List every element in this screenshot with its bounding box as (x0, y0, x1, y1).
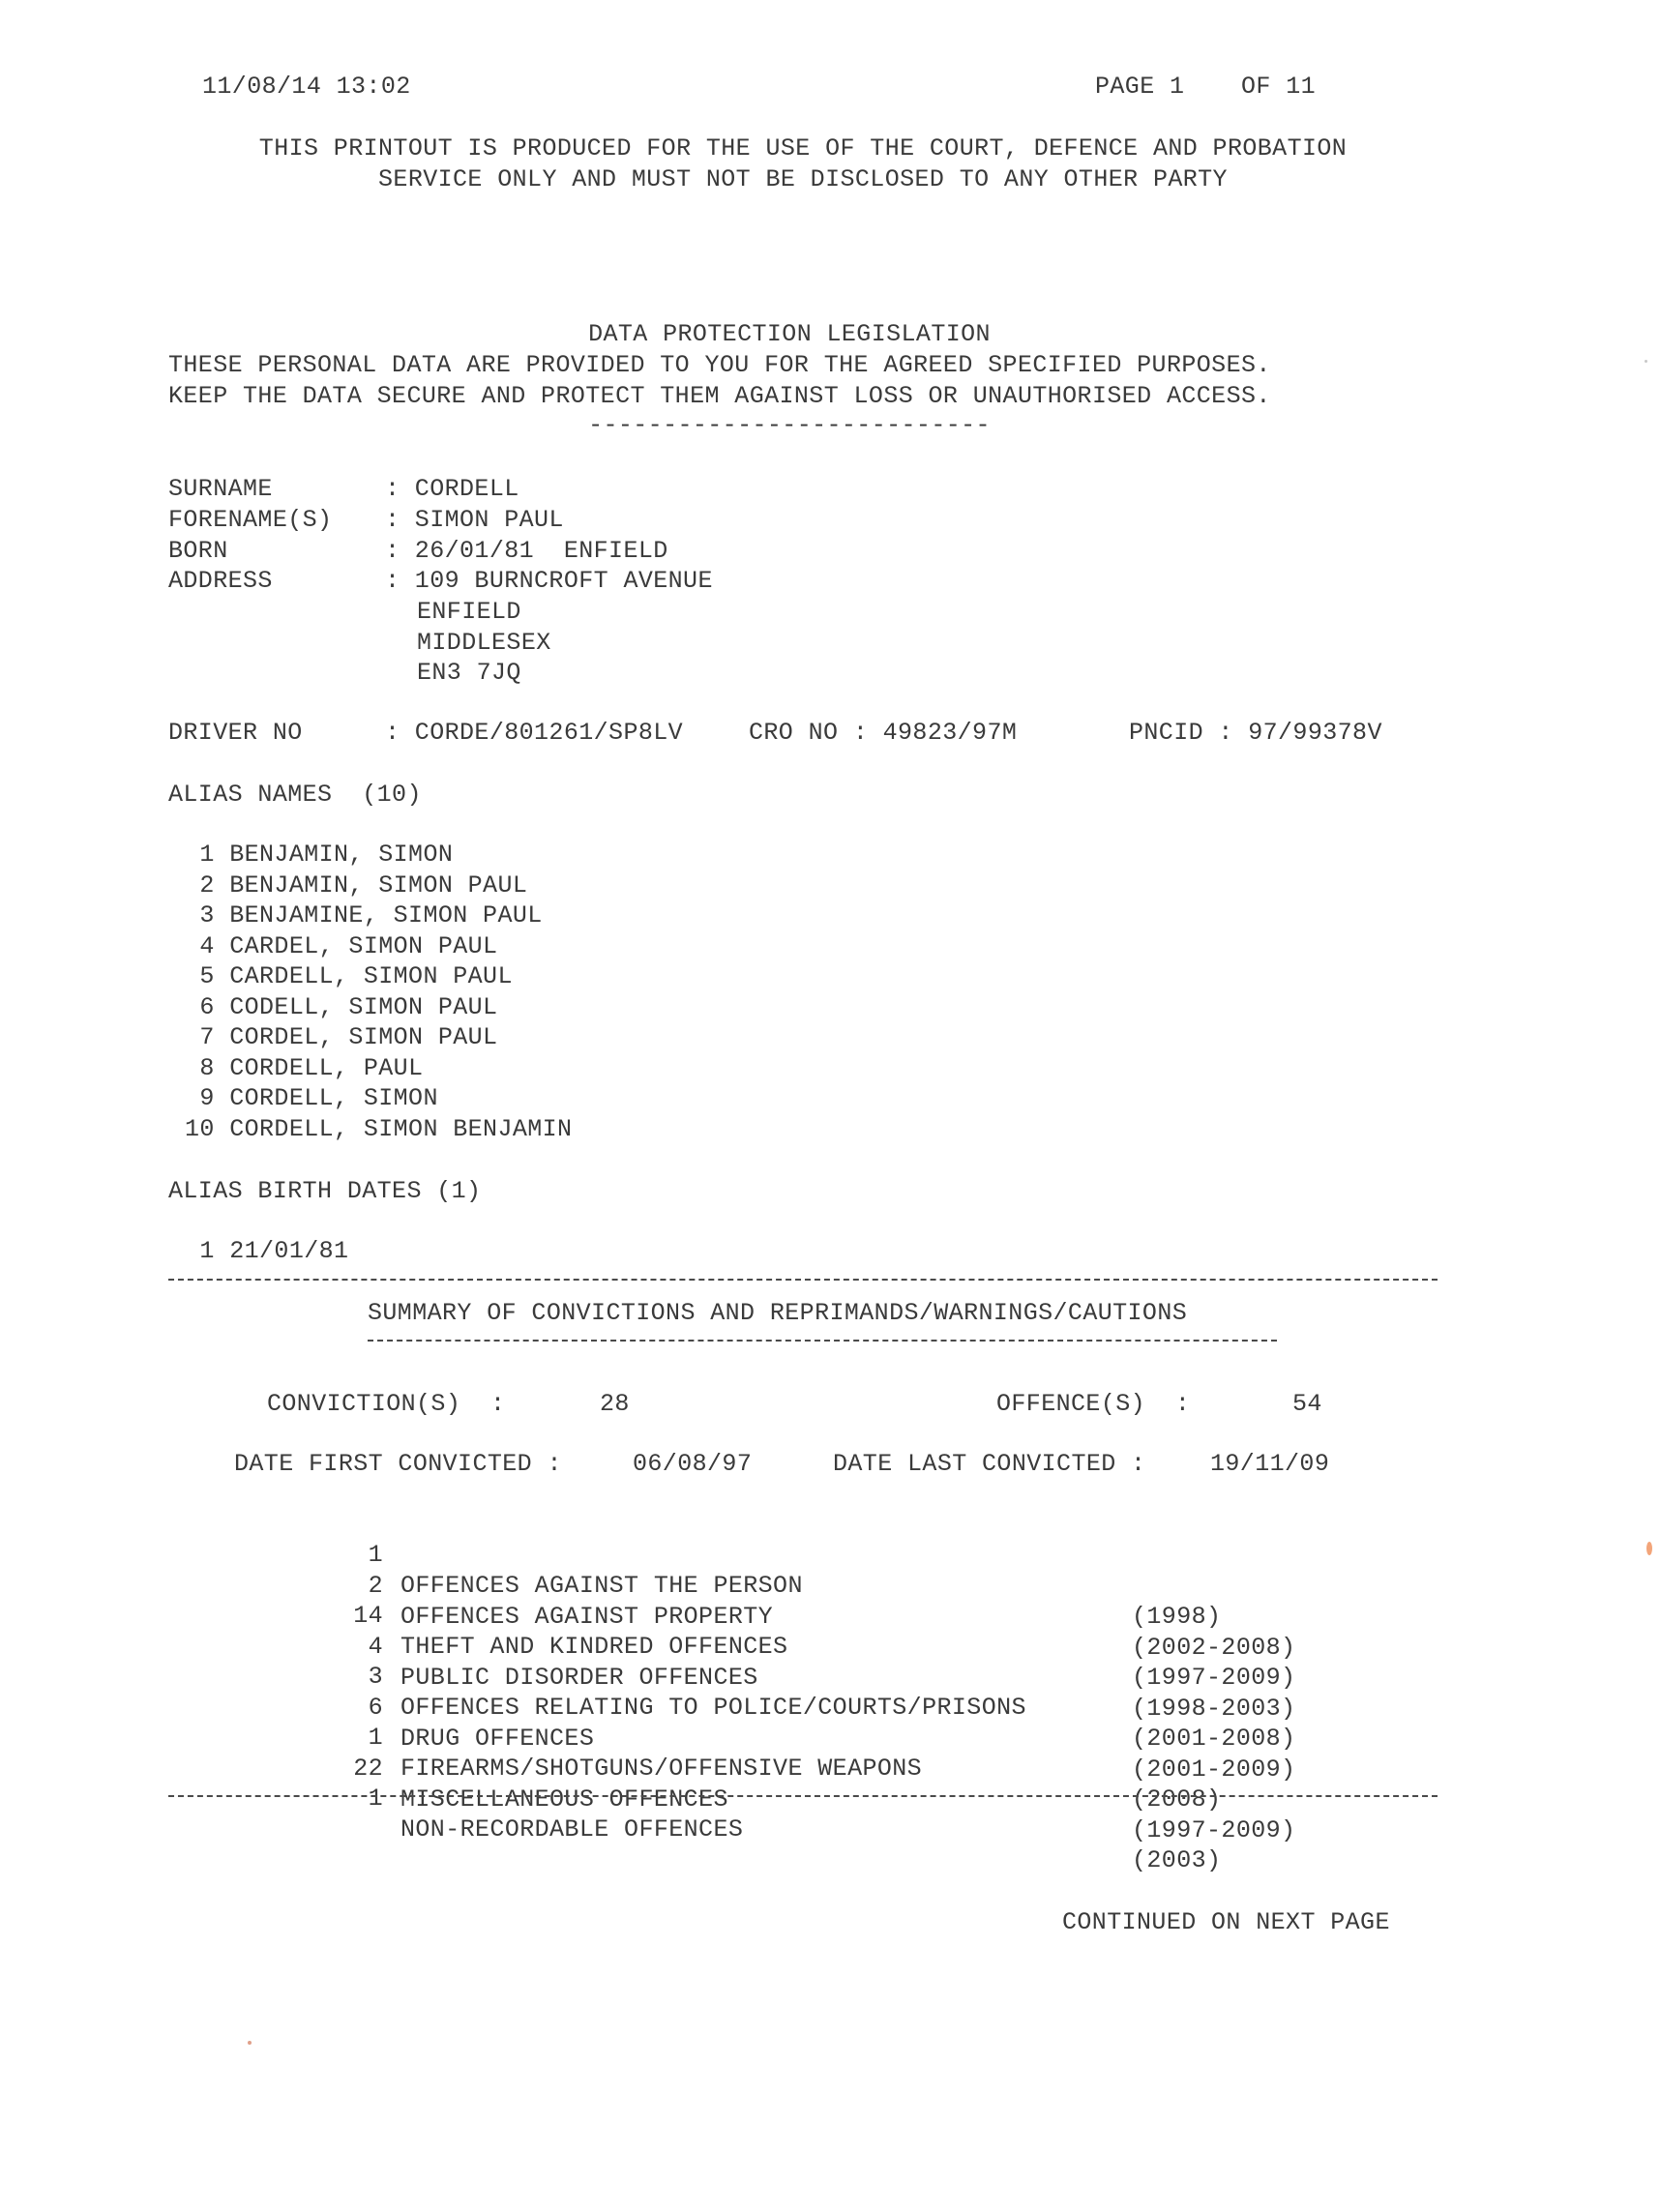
offence-category: OFFENCES AGAINST PROPERTY (400, 1602, 774, 1631)
continued-note: CONTINUED ON NEXT PAGE (1062, 1908, 1390, 1936)
offence-count: 14 (353, 1602, 383, 1630)
offence-years: (2001-2008) (1132, 1725, 1296, 1753)
offence-years: (2002-2008) (1132, 1633, 1296, 1662)
alias-birth-date-item: 1 21/01/81 (185, 1237, 349, 1265)
alias-birth-dates-heading: ALIAS BIRTH DATES (1) (168, 1177, 482, 1205)
offence-count: 2 (368, 1571, 383, 1600)
alias-name-item: 6 CODELL, SIMON PAUL (185, 992, 498, 1021)
offence-count: 1 (368, 1724, 383, 1752)
scan-speck (1645, 360, 1647, 363)
alias-name-item: 3 BENJAMINE, SIMON PAUL (185, 901, 543, 929)
offence-count: 22 (353, 1754, 383, 1783)
offence-count: 1 (368, 1784, 383, 1813)
offence-years: (1998-2003) (1132, 1694, 1296, 1723)
offence-count: 3 (368, 1663, 383, 1691)
offence-count: 6 (368, 1693, 383, 1722)
alias-name-item: 10 CORDELL, SIMON BENJAMIN (185, 1114, 573, 1143)
offence-category: THEFT AND KINDRED OFFENCES (400, 1633, 788, 1661)
offence-years: (2003) (1132, 1846, 1222, 1874)
data-protection-line-1: THESE PERSONAL DATA ARE PROVIDED TO YOU FOR THE AGREED SPECIFIED PURPOSES. (168, 351, 1271, 379)
scan-speck (1646, 1542, 1652, 1555)
address-label: ADDRESS (168, 567, 273, 595)
offence-years: (1998) (1132, 1603, 1222, 1631)
offence-category: FIREARMS/SHOTGUNS/OFFENSIVE WEAPONS (400, 1755, 923, 1783)
data-protection-line-2: KEEP THE DATA SECURE AND PROTECT THEM AGAINST LOSS OR UNAUTHORISED ACCESS. (168, 382, 1271, 410)
offence-category: NON-RECORDABLE OFFENCES (400, 1815, 744, 1843)
alias-names-heading: ALIAS NAMES (10) (168, 781, 422, 809)
section-divider-bottom (168, 1795, 1438, 1797)
surname-value: : CORDELL (385, 475, 519, 503)
address-line-1: : 109 BURNCROFT AVENUE (385, 567, 713, 595)
last-convicted-date: 19/11/09 (1210, 1450, 1330, 1478)
driver-label: DRIVER NO (168, 719, 303, 747)
driver-number: : CORDE/801261/SP8LV (385, 719, 684, 747)
offence-years: (1997-2009) (1132, 1815, 1296, 1844)
summary-title: SUMMARY OF CONVICTIONS AND REPRIMANDS/WARNINGS/CAUTIONS (368, 1299, 1188, 1327)
notice-line-1: THIS PRINTOUT IS PRODUCED FOR THE USE OF THE COURT, DEFENCE AND PROBATION (258, 134, 1348, 162)
convictions-count: 28 (600, 1390, 630, 1418)
born-value: : 26/01/81 ENFIELD (385, 537, 668, 565)
cro-number: CRO NO : 49823/97M (749, 719, 1018, 747)
first-convicted-label: DATE FIRST CONVICTED : (234, 1450, 562, 1478)
notice-line-2: SERVICE ONLY AND MUST NOT BE DISCLOSED TO ANY OTHER PARTY (378, 165, 1228, 193)
born-label: BORN (168, 537, 228, 565)
forenames-label: FORENAME(S) (168, 506, 333, 534)
offence-count: 4 (368, 1632, 383, 1661)
address-line-2: ENFIELD (417, 598, 521, 626)
print-datetime: 11/08/14 13:02 (202, 73, 411, 101)
data-protection-underline: --------------------------- (588, 411, 991, 439)
scan-speck (248, 2041, 252, 2045)
offence-count: 1 (368, 1541, 383, 1569)
alias-name-item: 1 BENJAMIN, SIMON (185, 841, 454, 869)
offence-years: (2001-2009) (1132, 1755, 1296, 1784)
offence-category: OFFENCES RELATING TO POLICE/COURTS/PRISONS (400, 1694, 1026, 1722)
alias-name-item: 7 CORDEL, SIMON PAUL (185, 1023, 498, 1051)
offence-category: MISCELLANEOUS OFFENCES (400, 1784, 728, 1814)
offences-count: 54 (1292, 1390, 1322, 1418)
pncid: PNCID : 97/99378V (1129, 719, 1382, 747)
surname-label: SURNAME (168, 475, 273, 503)
offence-years: (1997-2009) (1132, 1664, 1296, 1692)
alias-name-item: 2 BENJAMIN, SIMON PAUL (185, 870, 528, 900)
address-line-3: MIDDLESEX (417, 629, 551, 657)
address-line-4: EN3 7JQ (417, 659, 521, 687)
offence-years: (2008) (1132, 1785, 1222, 1814)
page-number: PAGE 1 (1095, 73, 1185, 101)
summary-title-underline (368, 1340, 1277, 1342)
offences-label: OFFENCE(S) : (996, 1390, 1191, 1418)
first-convicted-date: 06/08/97 (633, 1450, 753, 1478)
page-total: OF 11 (1241, 73, 1317, 101)
alias-name-item: 5 CARDELL, SIMON PAUL (185, 962, 513, 990)
last-convicted-label: DATE LAST CONVICTED : (833, 1450, 1146, 1478)
data-protection-title: DATA PROTECTION LEGISLATION (588, 320, 991, 348)
forenames-value: : SIMON PAUL (385, 506, 564, 534)
alias-name-item: 4 CARDEL, SIMON PAUL (185, 931, 498, 960)
offence-category: DRUG OFFENCES (400, 1724, 595, 1753)
convictions-label: CONVICTION(S) : (267, 1390, 506, 1418)
offence-category: OFFENCES AGAINST THE PERSON (400, 1572, 803, 1600)
alias-name-item: 9 CORDELL, SIMON (185, 1084, 438, 1112)
section-divider-top (168, 1279, 1438, 1281)
offence-category: PUBLIC DISORDER OFFENCES (400, 1663, 758, 1692)
alias-name-item: 8 CORDELL, PAUL (185, 1053, 424, 1082)
